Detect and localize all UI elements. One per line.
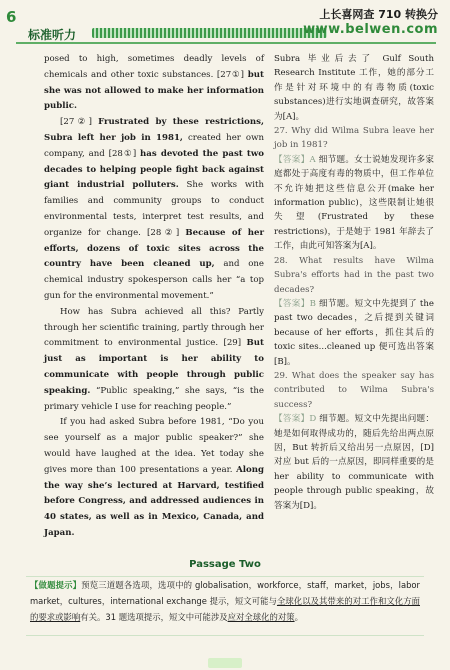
underlined-hint: 全球化以及其带来的对工作和文化方面的要求或影响 [30,596,420,622]
text-run: Because of her efforts, dozens of toxic sites across the country have been cleaned up, [44,227,264,270]
header-divider [16,42,436,44]
question-28 [274,254,434,297]
text-run: 细节题。短文中先提到了 the past two decades，之后提到关键词 because of her efforts，抓住其后的 toxic sites...cleaned up 便可选出答案[B]。 [274,298,434,367]
tip-box [26,576,424,636]
answer-tag: 【答案】D [274,414,320,425]
answer-28-explanation [274,297,434,369]
answer-tag: 【答案】B [274,298,319,309]
text-run: She works with families and community groups to conduct environmental tests, interpret test results, and organize for change. [28②] [44,180,264,238]
text-run: 27. Why did Wilma Subra leave her job in 1981? [274,126,434,151]
text-run: 28. What results have Wilma Subra's efforts had in the past two decades? [274,255,434,295]
paragraph [44,52,264,115]
text-run: posed to high, sometimes deadly levels of chemicals and other toxic substances. [27①] [44,54,264,80]
header-right [303,6,438,37]
header-slogan: 上长喜网查 710 转换分 [319,8,438,21]
text-run: 。 [294,612,303,622]
page-header [0,0,450,44]
text-run: and one chemical industry spokesperson calls her “a top gun for the environmental movement.” [44,259,264,301]
answer-29-explanation [274,412,434,513]
text-run: 有关。31 题选项提示，短文中可能涉及 [80,612,228,622]
footer-decoration [208,658,242,668]
text-run: 细节题。女士说她发现许多家庭都处于高度有毒的物质中，但工作单位不允许她把这些信息公开(make her information public)，这些限制让她很失望(Frustrated by these restrictions)，于是她于 1981 年辞去了工作，由此可知答案为[A]。 [274,154,434,252]
text-run: 预览三道题各选项，选项中的 globalisation，workforce，staff，market，jobs，labor market，cultures，international exchange 提示，短文可能与 [30,580,420,606]
text-run: If you had asked Subra before 1981, “Do you see yourself as a major public speaker?” she would have laughed at the idea. Yet today she gives more than 100 presentations a year. [44,417,264,475]
text-run: Along the way she’s lectured at Harvard, testified before Congress, and addressed audiences in 40 states, as well as in Mexico, Canada, and Japan. [44,464,264,538]
paragraph [44,415,264,541]
text-run: 细节题。短文中先提出问题：她是如何取得成功的，随后先给出两点原因，But 转折后又给出另一点原因，[D]对应 but 后的一点原因，即同样重要的是 her ability to communicate with people through public speaking，故答案为[D]。 [274,414,434,511]
text-run: but she was not allowed to make her information public. [44,69,265,112]
question-29 [274,369,434,412]
underlined-hint: 应对全球化的对策 [227,612,295,622]
paragraph [44,305,264,416]
tip-label: 【做题提示】 [30,580,82,590]
text-run: has devoted the past two decades to helping people fight back against giant industrial polluters. [44,148,264,191]
header-website: www.belwen.com [303,22,438,37]
text-run: But just as important is her ability to communicate with people through public speaking. [44,338,264,396]
text-run: How has Subra achieved all this? Partly through her scientific training, partly through her commitment to environmental justice. [29] [44,306,264,349]
answer-27-explanation [274,153,434,254]
text-run: 29. What does the speaker say has contributed to Wilma Subra's success? [274,370,434,410]
section-title: 标准听力 [28,28,77,42]
paragraph [44,115,264,305]
explanation-paragraph [274,52,434,124]
passage-two-heading: Passage Two [189,559,261,570]
page-number: 6 [6,8,17,26]
text-run: created her own company, and [28①] [44,132,264,159]
text-run: “Public speaking,” she says, “is the primary vehicle I use for reaching people.” [44,385,264,412]
text-run: Frustrated by these restrictions, Subra left her job in 1981, [44,117,264,143]
text-run: Subra 毕业后去了 Gulf South Research Institute 工作，她的部分工作是针对环境中的有毒物质(toxic substances)进行实地调查研究，故答案为[A]。 [274,54,434,122]
text-run: [27②] [60,117,99,128]
passage-text-column [44,52,264,542]
question-27 [274,124,434,153]
answer-explanation-column [274,52,434,513]
answer-tag: 【答案】A [274,154,319,165]
decorative-band [92,28,327,38]
